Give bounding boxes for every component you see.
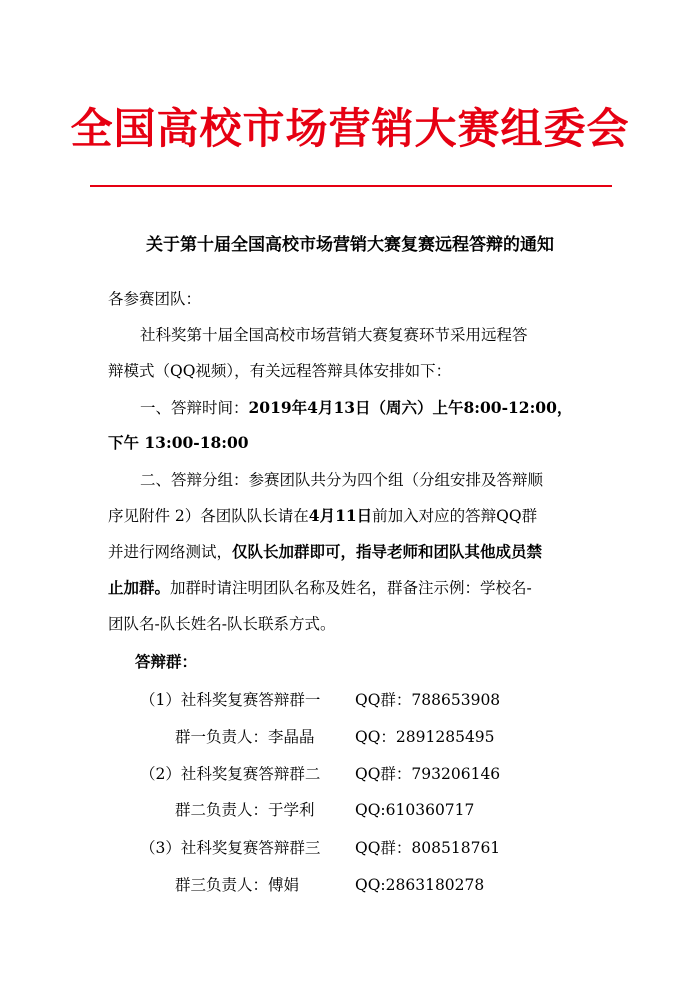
item2-line-4b: 加群时请注明团队名称及姓名，群备注示例：学校名- [170, 579, 532, 597]
group-1-owner: 群一负责人：李晶晶 [175, 728, 315, 746]
item2-line-3a: 并进行网络测试， [108, 543, 233, 561]
item2-line-2a: 序见附件 2）各团队队长请在 [108, 507, 309, 525]
group-2-owner-row [175, 800, 575, 820]
item1-time-1: 2019年4月13日（周六）上午8:00-12:00， [248, 398, 573, 417]
header-divider [90, 185, 612, 187]
group-2-owner: 群二负责人：于学利 [175, 801, 315, 819]
group-3-row [140, 838, 560, 858]
group-2-row [140, 764, 560, 784]
item1-time-2: 下午 13:00-18:00 [108, 433, 249, 452]
notice-title: 关于第十届全国高校市场营销大赛复赛远程答辩的通知 [146, 235, 554, 255]
group-1-owner-row [175, 727, 575, 747]
group-1-name: （1）社科奖复赛答辩群一 [140, 691, 321, 709]
group-1-qq: QQ群：788653908 [355, 691, 501, 709]
item1-line-1 [140, 398, 572, 418]
item2-deadline: 4月11日 [308, 506, 373, 525]
item2-line-1: 二、答辩分组：参赛团队共分为四个组（分组安排及答辩顺 [140, 471, 544, 489]
item1-prefix: 一、答辩时间： [140, 399, 249, 417]
groups-heading: 答辩群： [135, 652, 198, 671]
group-2-name: （2）社科奖复赛答辩群二 [140, 765, 321, 783]
group-3-owner-qq: QQ:2863180278 [355, 876, 485, 894]
item2-line-2 [108, 506, 537, 526]
group-3-owner: 群三负责人：傅娟 [175, 876, 300, 894]
item2-line-3-bold: 仅队长加群即可，指导老师和团队其他成员禁 [232, 542, 543, 561]
item2-line-3 [108, 542, 542, 562]
group-1-row [140, 690, 560, 710]
group-3-name: （3）社科奖复赛答辩群三 [140, 839, 321, 857]
intro-line-1: 社科奖第十届全国高校市场营销大赛复赛环节采用远程答 [140, 326, 528, 344]
group-1-owner-qq: QQ：2891285495 [355, 728, 495, 746]
item2-line-2b: 前加入对应的答辩QQ群 [372, 507, 538, 525]
salutation: 各参赛团队： [108, 290, 202, 308]
group-2-qq: QQ群：793206146 [355, 765, 501, 783]
item2-line-4 [108, 578, 532, 598]
group-3-owner-row [175, 875, 575, 895]
item2-line-4-bold: 止加群。 [108, 578, 171, 597]
group-2-owner-qq: QQ:610360717 [355, 801, 475, 819]
org-header-title: 全国高校市场营销大赛组委会 [70, 104, 630, 153]
item2-line-5: 团队名-队长姓名-队长联系方式。 [108, 615, 336, 633]
intro-line-2: 辩模式（QQ视频），有关远程答辩具体安排如下： [108, 362, 452, 380]
group-3-qq: QQ群：808518761 [355, 839, 501, 857]
